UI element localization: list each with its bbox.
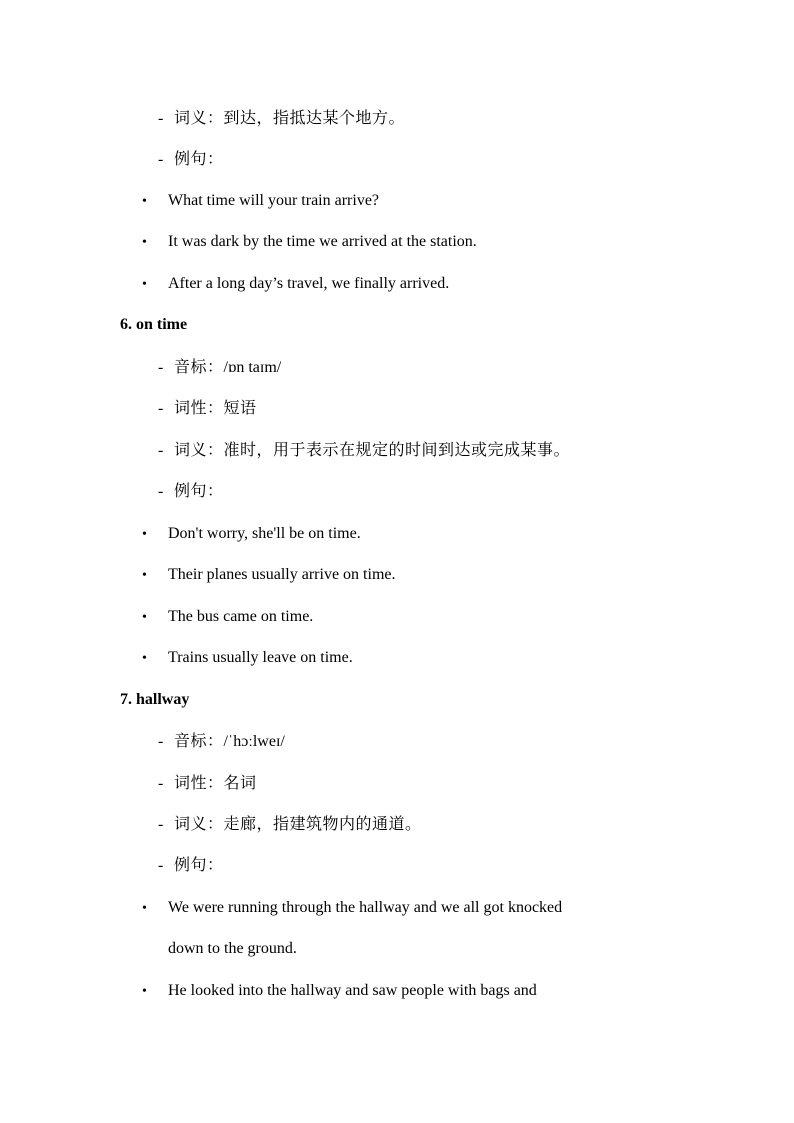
- example-text: We were running through the hallway and we all got knocked: [168, 899, 563, 916]
- example-text: After a long day’s travel, we finally arrived.: [168, 275, 450, 292]
- example-item: [142, 565, 395, 586]
- example-text: What time will your train arrive?: [168, 192, 380, 209]
- example-text: It was dark by the time we arrived at the station.: [168, 233, 477, 250]
- example-item: [142, 274, 449, 295]
- entry-heading: 7. hallway: [120, 691, 190, 708]
- pos-line: [158, 398, 257, 419]
- example-text: The bus came on time.: [168, 608, 314, 625]
- phonetic-line: [158, 357, 281, 378]
- example-text: Don't worry, she'll be on time.: [168, 525, 361, 542]
- pos-line: [158, 773, 257, 794]
- meaning-text: 词义：走廊，指建筑物内的通道。: [174, 814, 422, 833]
- example-label: 例句：: [174, 149, 224, 168]
- bullet-icon: •: [142, 568, 147, 583]
- dash-marker: -: [158, 857, 164, 874]
- dash-marker: -: [158, 151, 164, 168]
- meaning-text: 词义：到达，指抵达某个地方。: [174, 108, 406, 127]
- example-text: Their planes usually arrive on time.: [168, 566, 396, 583]
- example-item: [142, 607, 313, 628]
- example-item: [142, 232, 477, 253]
- example-item: [142, 191, 379, 212]
- dash-marker: -: [158, 442, 164, 459]
- phonetic-line: [158, 731, 285, 752]
- meaning-text: 词义：准时，用于表示在规定的时间到达或完成某事。: [174, 440, 571, 459]
- dash-marker: -: [158, 483, 164, 500]
- bullet-icon: •: [142, 194, 147, 209]
- meaning-line: [158, 108, 405, 129]
- dash-marker: -: [158, 400, 164, 417]
- example-label: 例句：: [174, 481, 224, 500]
- example-item: [142, 648, 353, 669]
- entry-heading: 6. on time: [120, 316, 188, 333]
- phonetic-label: 音标：: [174, 357, 224, 376]
- meaning-line: [158, 814, 422, 835]
- example-text: He looked into the hallway and saw people with bags and: [168, 982, 537, 999]
- example-item: [142, 898, 562, 919]
- pos-text: 词性：名词: [174, 773, 257, 792]
- example-item: [142, 524, 361, 545]
- bullet-icon: •: [142, 235, 147, 250]
- bullet-icon: •: [142, 277, 147, 292]
- dash-marker: -: [158, 816, 164, 833]
- example-label-line: [158, 149, 224, 170]
- bullet-icon: •: [142, 610, 147, 625]
- dash-marker: -: [158, 733, 164, 750]
- pos-text: 词性：短语: [174, 398, 257, 417]
- example-label-line: [158, 855, 224, 876]
- dash-marker: -: [158, 359, 164, 376]
- bullet-icon: •: [142, 527, 147, 542]
- bullet-icon: •: [142, 651, 147, 666]
- example-label-line: [158, 481, 224, 502]
- bullet-icon: •: [142, 984, 147, 999]
- meaning-line: [158, 440, 570, 461]
- example-text-continuation: down to the ground.: [168, 940, 297, 957]
- phonetic-text: /ˈhɔːlweɪ/: [223, 733, 285, 750]
- phonetic-label: 音标：: [174, 731, 224, 750]
- example-text: Trains usually leave on time.: [168, 649, 353, 666]
- phonetic-text: /ɒn taɪm/: [223, 359, 282, 376]
- example-label: 例句：: [174, 855, 224, 874]
- example-item: [142, 981, 537, 1002]
- dash-marker: -: [158, 775, 164, 792]
- bullet-icon: •: [142, 901, 147, 916]
- dash-marker: -: [158, 110, 164, 127]
